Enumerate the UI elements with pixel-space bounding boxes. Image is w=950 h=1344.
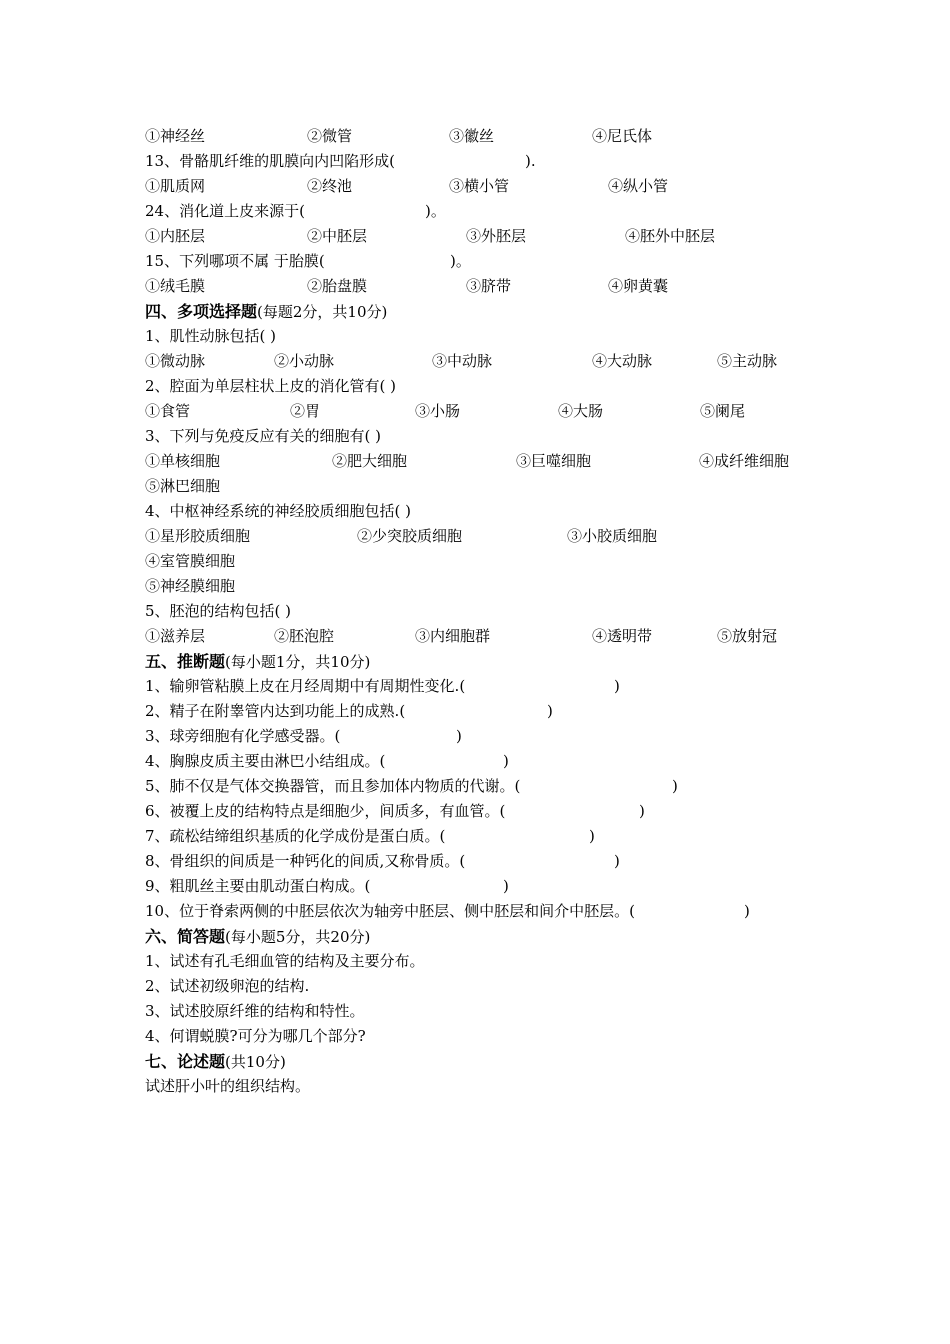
sa-item-3 [0, 999, 950, 1024]
q15-stem-close: )。 [450, 252, 471, 270]
tf-5-close: ) [672, 777, 678, 795]
q12-option-3: ③徽丝 [449, 127, 495, 145]
section-7-note: (共10分) [225, 1053, 286, 1071]
mc3-option-1: ①单核细胞 [145, 452, 221, 470]
q14-option-2: ②中胚层 [307, 227, 368, 245]
tf-item-5 [0, 774, 950, 799]
tf-6-close: ) [639, 802, 645, 820]
mc4-options-wrap-2 [0, 574, 950, 599]
q14-option-3: ③外胚层 [466, 227, 527, 245]
sa-item-4 [0, 1024, 950, 1049]
sa-2-text: 2、试述初级卵泡的结构. [145, 977, 310, 995]
mc4-options [0, 524, 950, 549]
mc1-options [0, 349, 950, 374]
tf-4-text: 4、胸腺皮质主要由淋巴小结组成。( [145, 752, 386, 770]
mc5-option-2: ②胚泡腔 [274, 627, 335, 645]
q13-stem-text: 13、骨骼肌纤维的肌膜向内凹陷形成( [145, 152, 395, 170]
mc3-stem [0, 424, 950, 449]
tf-4-close: ) [503, 752, 509, 770]
mc2-stem-text: 2、腔面为单层柱状上皮的消化管有( ) [145, 377, 397, 395]
mc1-option-3: ③中动脉 [432, 352, 493, 370]
tf-item-6 [0, 799, 950, 824]
tf-item-9 [0, 874, 950, 899]
mc2-option-2: ②胃 [290, 402, 321, 420]
q15-options [0, 274, 950, 299]
tf-1-text: 1、输卵管粘膜上皮在月经周期中有周期性变化.( [145, 677, 466, 695]
mc1-option-2: ②小动脉 [274, 352, 335, 370]
q13-stem-close: ). [525, 152, 536, 170]
sa-3-text: 3、试述胶原纤维的结构和特性。 [145, 1002, 365, 1020]
mc5-option-3: ③内细胞群 [415, 627, 491, 645]
q13-option-4: ④纵小管 [608, 177, 669, 195]
q13-option-3: ③横小管 [449, 177, 510, 195]
mc5-stem [0, 599, 950, 624]
section-4-heading [0, 299, 950, 324]
tf-7-close: ) [589, 827, 595, 845]
q15-option-3: ③脐带 [466, 277, 512, 295]
mc4-option-5: ⑤神经膜细胞 [145, 577, 236, 595]
mc1-stem-text: 1、肌性动脉包括( ) [145, 327, 277, 345]
q14-stem-close: )。 [425, 202, 446, 220]
tf-item-2 [0, 699, 950, 724]
q14-options [0, 224, 950, 249]
q12-option-4: ④尼氏体 [592, 127, 653, 145]
tf-item-3 [0, 724, 950, 749]
mc2-option-1: ①食管 [145, 402, 191, 420]
mc5-option-1: ①滋养层 [145, 627, 206, 645]
tf-2-text: 2、精子在附睾管内达到功能上的成熟.( [145, 702, 406, 720]
tf-5-text: 5、肺不仅是气体交换器管，而且参加体内物质的代谢。( [145, 777, 521, 795]
q14-option-1: ①内胚层 [145, 227, 206, 245]
tf-6-text: 6、被覆上皮的结构特点是细胞少，间质多，有血管。( [145, 802, 506, 820]
section-7-heading [0, 1049, 950, 1074]
sa-item-1 [0, 949, 950, 974]
q14-stem-text: 24、消化道上皮来源于( [145, 202, 305, 220]
mc5-options [0, 624, 950, 649]
tf-7-text: 7、疏松结缔组织基质的化学成份是蛋白质。( [145, 827, 446, 845]
mc2-options [0, 399, 950, 424]
sa-1-text: 1、试述有孔毛细血管的结构及主要分布。 [145, 952, 425, 970]
tf-item-4 [0, 749, 950, 774]
q15-option-4: ④卵黄囊 [608, 277, 669, 295]
mc4-options-wrap-1 [0, 549, 950, 574]
mc4-stem [0, 499, 950, 524]
tf-item-1 [0, 674, 950, 699]
q13-option-1: ①肌质网 [145, 177, 206, 195]
tf-8-close: ) [614, 852, 620, 870]
q13-options [0, 174, 950, 199]
section-4-note: (每题2分，共10分) [257, 303, 388, 321]
tf-9-text: 9、粗肌丝主要由肌动蛋白构成。( [145, 877, 371, 895]
tf-3-close: ) [456, 727, 462, 745]
mc3-option-5: ⑤淋巴细胞 [145, 477, 221, 495]
essay-text: 试述肝小叶的组织结构。 [145, 1077, 311, 1095]
q12-option-1: ①神经丝 [145, 127, 206, 145]
q12-option-2: ②微管 [307, 127, 353, 145]
mc3-stem-text: 3、下列与免疫反应有关的细胞有( ) [145, 427, 382, 445]
section-7-title: 七、论述题 [145, 1052, 226, 1071]
tf-item-7 [0, 824, 950, 849]
q15-option-2: ②胎盘膜 [307, 277, 368, 295]
mc2-option-5: ⑤阑尾 [700, 402, 746, 420]
mc3-option-3: ③巨噬细胞 [516, 452, 592, 470]
q15-stem-text: 15、下列哪项不属 于胎膜( [145, 252, 325, 270]
mc4-option-1: ①星形胶质细胞 [145, 527, 251, 545]
sa-4-text: 4、何谓蜕膜?可分为哪几个部分? [145, 1027, 366, 1045]
section-5-heading [0, 649, 950, 674]
mc1-option-1: ①微动脉 [145, 352, 206, 370]
mc1-option-4: ④大动脉 [592, 352, 653, 370]
tf-10-close: ) [744, 902, 750, 920]
mc4-option-2: ②少突胶质细胞 [357, 527, 463, 545]
mc2-stem [0, 374, 950, 399]
tf-2-close: ) [547, 702, 553, 720]
q15-option-1: ①绒毛膜 [145, 277, 206, 295]
tf-1-close: ) [614, 677, 620, 695]
tf-3-text: 3、球旁细胞有化学感受器。( [145, 727, 341, 745]
mc3-options [0, 449, 950, 474]
mc5-option-5: ⑤放射冠 [717, 627, 778, 645]
tf-10-text: 10、位于脊索两侧的中胚层依次为轴旁中胚层、侧中胚层和间介中胚层。( [145, 902, 635, 920]
mc1-stem [0, 324, 950, 349]
section-6-title: 六、简答题 [145, 927, 226, 946]
tf-8-text: 8、骨组织的间质是一种钙化的间质,又称骨质。( [145, 852, 466, 870]
section-5-note: (每小题1分，共10分) [225, 653, 371, 671]
mc3-option-4: ④成纤维细胞 [699, 452, 790, 470]
section-4-title: 四、多项选择题 [145, 302, 258, 321]
mc4-stem-text: 4、中枢神经系统的神经胶质细胞包括( ) [145, 502, 412, 520]
tf-9-close: ) [503, 877, 509, 895]
q13-stem [0, 149, 950, 174]
q14-stem [0, 199, 950, 224]
mc3-option-2: ②肥大细胞 [332, 452, 408, 470]
mc4-option-3: ③小胶质细胞 [567, 527, 658, 545]
section-5-title: 五、推断题 [145, 652, 226, 671]
mc1-option-5: ⑤主动脉 [717, 352, 778, 370]
essay-question [0, 1074, 950, 1099]
mc4-option-4: ④室管膜细胞 [145, 552, 236, 570]
q13-option-2: ②终池 [307, 177, 353, 195]
tf-item-8 [0, 849, 950, 874]
mc5-option-4: ④透明带 [592, 627, 653, 645]
tf-item-10 [0, 899, 950, 924]
section-6-heading [0, 924, 950, 949]
sa-item-2 [0, 974, 950, 999]
mc2-option-3: ③小肠 [415, 402, 461, 420]
mc2-option-4: ④大肠 [558, 402, 604, 420]
q15-stem [0, 249, 950, 274]
q14-option-4: ④胚外中胚层 [625, 227, 716, 245]
q12-options [0, 124, 950, 149]
mc5-stem-text: 5、胚泡的结构包括( ) [145, 602, 292, 620]
section-6-note: (每小题5分，共20分) [225, 928, 371, 946]
mc3-options-wrap [0, 474, 950, 499]
